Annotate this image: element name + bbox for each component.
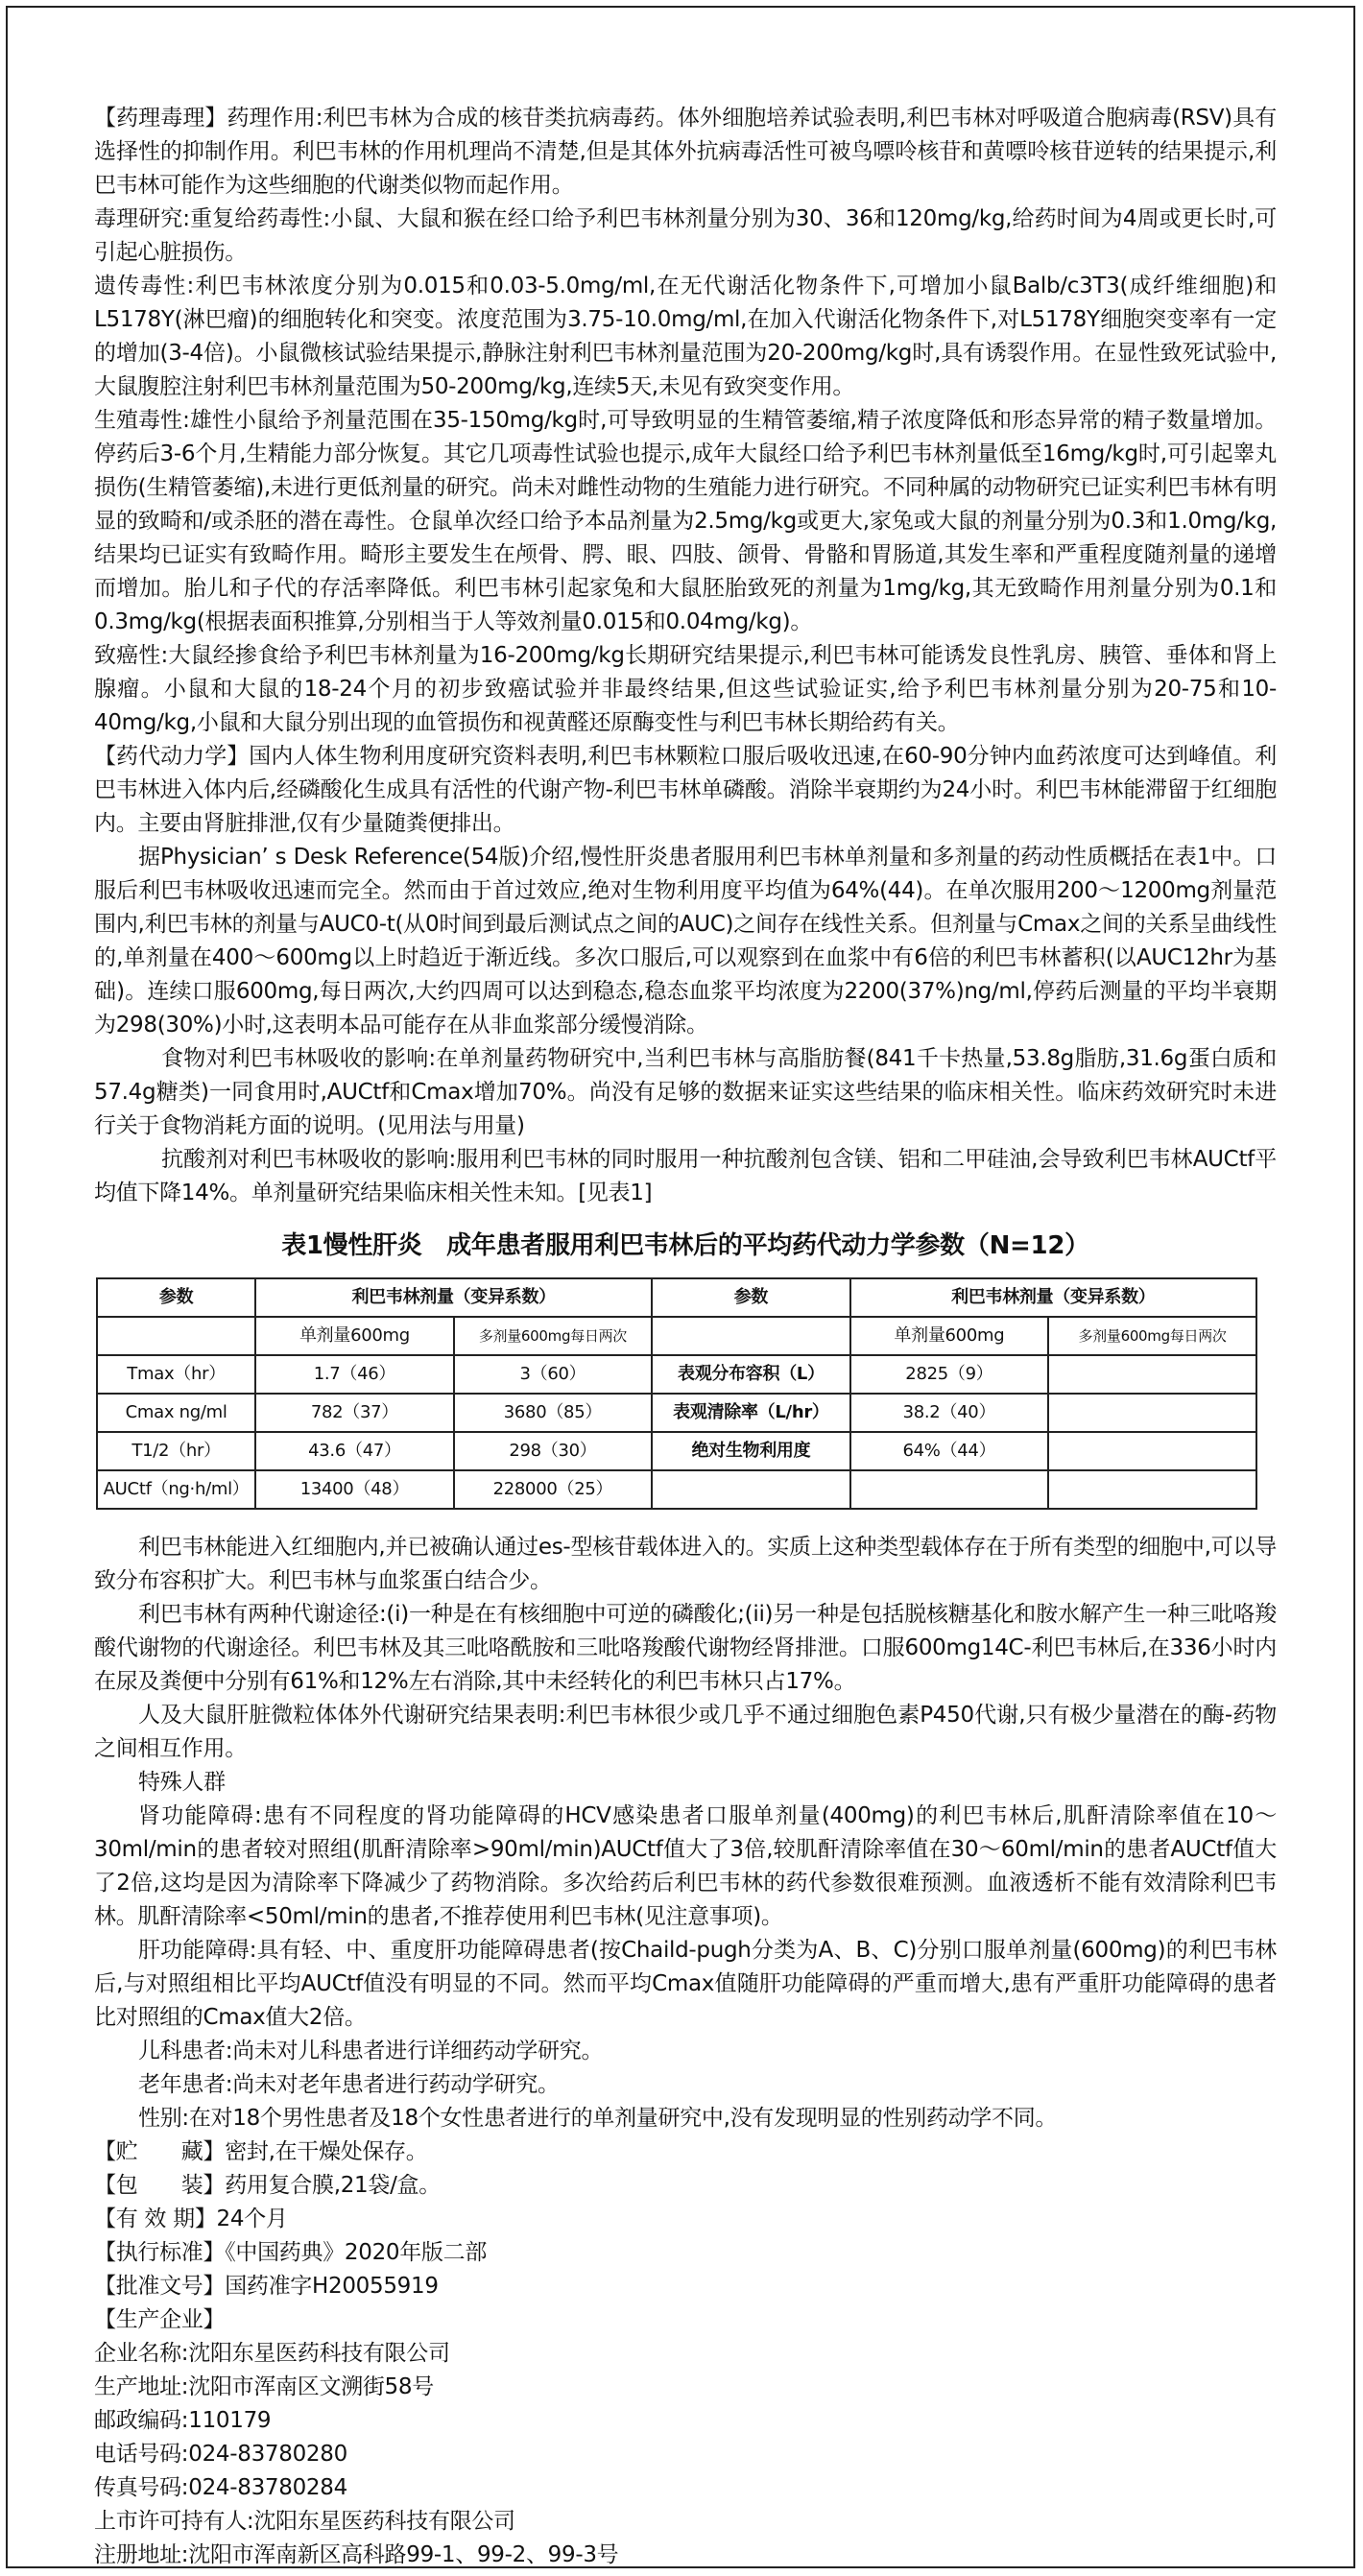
table-row [97, 1432, 1256, 1470]
value-cell: 3（60） [454, 1355, 652, 1394]
param-cell: 表观分布容积（L） [652, 1355, 849, 1394]
paragraph: 老年患者:尚未对老年患者进行药动学研究。 [138, 2072, 560, 2097]
value-cell [1048, 1470, 1256, 1509]
value-cell: 38.2（40） [850, 1394, 1048, 1432]
paragraph: 【有 效 期】24个月 [94, 2206, 288, 2231]
paragraph: 性别:在对18个男性患者及18个女性患者进行的单剂量研究中,没有发现明显的性别药动学不同。 [138, 2106, 1058, 2131]
paragraph: 传真号码:024-83780284 [94, 2475, 347, 2500]
paragraph: 电话号码:024-83780280 [94, 2442, 347, 2467]
param-cell: 绝对生物利用度 [652, 1432, 849, 1470]
paragraph: 生殖毒性:雄性小鼠给予剂量范围在35-150mg/kg时,可导致明显的生精管萎缩,精子浓度降低和形态异常的精子数量增加。停药后3-6个月,生精能力部分恢复。其它几项毒性试验也提示,成年大鼠经口给予利巴韦林剂量低至16mg/kg时,可引起睾丸损伤(生精管萎缩),未进行更低剂量的研究。尚未对雌性动物的生殖能力进行研究。不同种属的动物研究已证实利巴韦林有明显的致畸和/或杀胚的潜在毒性。仓鼠单次经口给予本品剂量为2.5mg/kg或更大,家兔或大鼠的剂量分别为0.3和1.0mg/kg,结果均已证实有致畸作用。畸形主要发生在颅骨、腭、眼、四肢、颌骨、骨骼和胃肠道,其发生率和严重程度随剂量的递增而增加。胎儿和子代的存活率降低。利巴韦林引起家兔和大鼠胚胎致死的剂量为1mg/kg,其无致畸作用剂量分别为0.1和0.3mg/kg(根据表面积推算,分别相当于人等效剂量0.015和0.04mg/kg)。 [94, 408, 1277, 634]
paragraph: 毒理研究:重复给药毒性:小鼠、大鼠和猴在经口给予利巴韦林剂量分别为30、36和120mg/kg,给药时间为4周或更长时,可引起心脏损伤。 [94, 206, 1277, 265]
value-cell: 43.6（47） [255, 1432, 453, 1470]
table-title: 表1慢性肝炎 成年患者服用利巴韦林后的平均药代动力学参数（N=12） [281, 1231, 1089, 1260]
paragraph: 邮政编码:110179 [94, 2408, 272, 2433]
pk-table [96, 1277, 1257, 1510]
value-cell [1048, 1432, 1256, 1470]
paragraph: 利巴韦林能进入红细胞内,并已被确认通过es-型核苷载体进入的。实质上这种类型载体存在于所有类型的细胞中,可以导致分布容积扩大。利巴韦林与血浆蛋白结合少。 [94, 1535, 1277, 1593]
paragraph: 【药理毒理】药理作用:利巴韦林为合成的核苷类抗病毒药。体外细胞培养试验表明,利巴韦林对呼吸道合胞病毒(RSV)具有选择性的抑制作用。利巴韦林的作用机理尚不清楚,但是其体外抗病毒活性可被鸟嘌呤核苷和黄嘌呤核苷逆转的结果提示,利巴韦林可能作为这些细胞的代谢类似物而起作用。 [94, 106, 1277, 198]
paragraph: 【执行标准】《中国药典》2020年版二部 [94, 2240, 488, 2265]
value-cell: 13400（48） [255, 1470, 453, 1509]
section-pharmacokinetics-storage [94, 1531, 1277, 2572]
value-cell [1048, 1355, 1256, 1394]
value-cell: 2825（9） [850, 1355, 1048, 1394]
paragraph: 企业名称:沈阳东星医药科技有限公司 [94, 2341, 450, 2366]
param-cell: Tmax（hr） [97, 1355, 255, 1394]
subheader-multi-left: 多剂量600mg每日两次 [454, 1317, 652, 1355]
paragraph: 肝功能障碍:具有轻、中、重度肝功能障碍患者(按Chaild-pugh分类为A、B、C)分别口服单剂量(600mg)的利巴韦林后,与对照组相比平均AUCtf值没有明显的不同。然而平均Cmax值随肝功能障碍的严重而增大,患有严重肝功能障碍的患者比对照组的Cmax值大2倍。 [94, 1938, 1277, 2030]
header-param-right: 参数 [652, 1278, 849, 1317]
paragraph: 【生产企业】 [94, 2307, 226, 2332]
paragraph: 注册地址:沈阳市浑南新区高科路99-1、99-2、99-3号 [94, 2542, 619, 2567]
value-cell: 228000（25） [454, 1470, 652, 1509]
subheader-single-right: 单剂量600mg [850, 1317, 1048, 1355]
paragraph: 抗酸剂对利巴韦林吸收的影响:服用利巴韦林的同时服用一种抗酸剂包含镁、铝和二甲硅油,会导致利巴韦林AUCtf平均值下降14%。单剂量研究结果临床相关性未知。[见表1] [94, 1147, 1277, 1205]
table-subheader-row [97, 1317, 1256, 1355]
paragraph: 【批准文号】国药准字H20055919 [94, 2274, 439, 2299]
paragraph: 利巴韦林有两种代谢途径:(i)一种是在有核细胞中可逆的磷酸化;(ii)另一种是包括脱核糖基化和胺水解产生一种三吡咯羧酸代谢物的代谢途径。利巴韦林及其三吡咯酰胺和三吡咯羧酸代谢物经肾排泄。口服600mg14C-利巴韦林后,在336小时内在尿及粪便中分别有61%和12%左右消除,其中未经转化的利巴韦林只占17%。 [94, 1602, 1277, 1694]
paragraph: 肾功能障碍:患有不同程度的肾功能障碍的HCV感染患者口服单剂量(400mg)的利巴韦林后,肌酐清除率值在10～30ml/min的患者较对照组(肌酐清除率>90ml/min)AUCtf值大了3倍,较肌酐清除率值在30～60ml/min的患者AUCtf值大了2倍,这均是因为清除率下降减少了药物消除。多次给药后利巴韦林的药代参数很难预测。血液透析不能有效清除利巴韦林。肌酐清除率<50ml/min的患者,不推荐使用利巴韦林(见注意事项)。 [94, 1803, 1277, 1929]
table-row [97, 1355, 1256, 1394]
section-pharmacology [94, 102, 1277, 1210]
value-cell: 782（37） [255, 1394, 453, 1432]
table-row [97, 1470, 1256, 1509]
value-cell [1048, 1394, 1256, 1432]
param-cell: T1/2（hr） [97, 1432, 255, 1470]
paragraph: 据Physician’ s Desk Reference(54版)介绍,慢性肝炎患者服用利巴韦林单剂量和多剂量的药动性质概括在表1中。口服后利巴韦林吸收迅速而完全。然而由于首过效应,绝对生物利用度平均值为64%(44)。在单次服用200～1200mg剂量范围内,利巴韦林的剂量与AUC0-t(从0时间到最后测试点之间的AUC)之间存在线性关系。但剂量与Cmax之间的关系呈曲线性的,单剂量在400～600mg以上时趋近于渐近线。多次口服后,可以观察到在血浆中有6倍的利巴韦林蓄积(以AUC12hr为基础)。连续口服600mg,每日两次,大约四周可以达到稳态,稳态血浆平均浓度为2200(37%)ng/ml,停药后测量的平均半衰期为298(30%)小时,这表明本品可能存在从非血浆部分缓慢消除。 [94, 845, 1277, 1038]
paragraph: 致癌性:大鼠经掺食给予利巴韦林剂量为16-200mg/kg长期研究结果提示,利巴韦林可能诱发良性乳房、胰管、垂体和肾上腺瘤。小鼠和大鼠的18-24个月的初步致癌试验并非最终结果,但这些试验证实,给予利巴韦林剂量分别为20-75和10-40mg/kg,小鼠和大鼠分别出现的血管损伤和视黄醛还原酶变性与利巴韦林长期给药有关。 [94, 643, 1277, 735]
param-cell: 表观清除率（L/hr） [652, 1394, 849, 1432]
table-header-row [97, 1278, 1256, 1317]
paragraph: 生产地址:沈阳市浑南区文溯街58号 [94, 2374, 434, 2399]
paragraph: 特殊人群 [138, 1770, 226, 1795]
header-dose-right: 利巴韦林剂量（变异系数） [850, 1278, 1256, 1317]
table-row [97, 1394, 1256, 1432]
paragraph: 人及大鼠肝脏微粒体体外代谢研究结果表明:利巴韦林很少或几乎不通过细胞色素P450代谢,只有极少量潜在的酶-药物之间相互作用。 [94, 1703, 1277, 1761]
param-cell: AUCtf（ng·h/ml） [97, 1470, 255, 1509]
empty-cell [97, 1317, 255, 1355]
value-cell: 64%（44） [850, 1432, 1048, 1470]
header-dose-left: 利巴韦林剂量（变异系数） [255, 1278, 652, 1317]
header-param-left: 参数 [97, 1278, 255, 1317]
value-cell: 1.7（46） [255, 1355, 453, 1394]
param-cell: Cmax ng/ml [97, 1394, 255, 1432]
paragraph: 儿科患者:尚未对儿科患者进行详细药动学研究。 [138, 2039, 604, 2063]
value-cell: 298（30） [454, 1432, 652, 1470]
paragraph: 【药代动力学】国内人体生物利用度研究资料表明,利巴韦林颗粒口服后吸收迅速,在60-90分钟内血药浓度可达到峰值。利巴韦林进入体内后,经磷酸化生成具有活性的代谢产物-利巴韦林单磷酸。消除半衰期约为24小时。利巴韦林能滞留于红细胞内。主要由肾脏排泄,仅有少量随粪便排出。 [94, 744, 1277, 836]
paragraph: 【包 装】药用复合膜,21袋/盒。 [94, 2173, 441, 2198]
subheader-multi-right: 多剂量600mg每日两次 [1048, 1317, 1256, 1355]
paragraph: 【贮 藏】密封,在干燥处保存。 [94, 2139, 428, 2164]
paragraph: 食物对利巴韦林吸收的影响:在单剂量药物研究中,当利巴韦林与高脂肪餐(841千卡热量,53.8g脂肪,31.6g蛋白质和57.4g糖类)一同食用时,AUCtf和Cmax增加70%。尚没有足够的数据来证实这些结果的临床相关性。临床药效研究时未进行关于食物消耗方面的说明。(见用法与用量) [94, 1046, 1277, 1138]
value-cell: 3680（85） [454, 1394, 652, 1432]
param-cell [652, 1470, 849, 1509]
value-cell [850, 1470, 1048, 1509]
paragraph: 上市许可持有人:沈阳东星医药科技有限公司 [94, 2509, 515, 2534]
paragraph: 遗传毒性:利巴韦林浓度分别为0.015和0.03-5.0mg/ml,在无代谢活化物条件下,可增加小鼠Balb/c3T3(成纤维细胞)和L5178Y(淋巴瘤)的细胞转化和突变。浓度范围为3.75-10.0mg/ml,在加入代谢活化物条件下,对L5178Y细胞突变率有一定的增加(3-4倍)。小鼠微核试验结果提示,静脉注射利巴韦林剂量范围为20-200mg/kg时,具有诱裂作用。在显性致死试验中,大鼠腹腔注射利巴韦林剂量范围为50-200mg/kg,连续5天,未见有致突变作用。 [94, 274, 1277, 399]
subheader-single-left: 单剂量600mg [255, 1317, 453, 1355]
empty-cell [652, 1317, 849, 1355]
document-body [94, 102, 1277, 2572]
